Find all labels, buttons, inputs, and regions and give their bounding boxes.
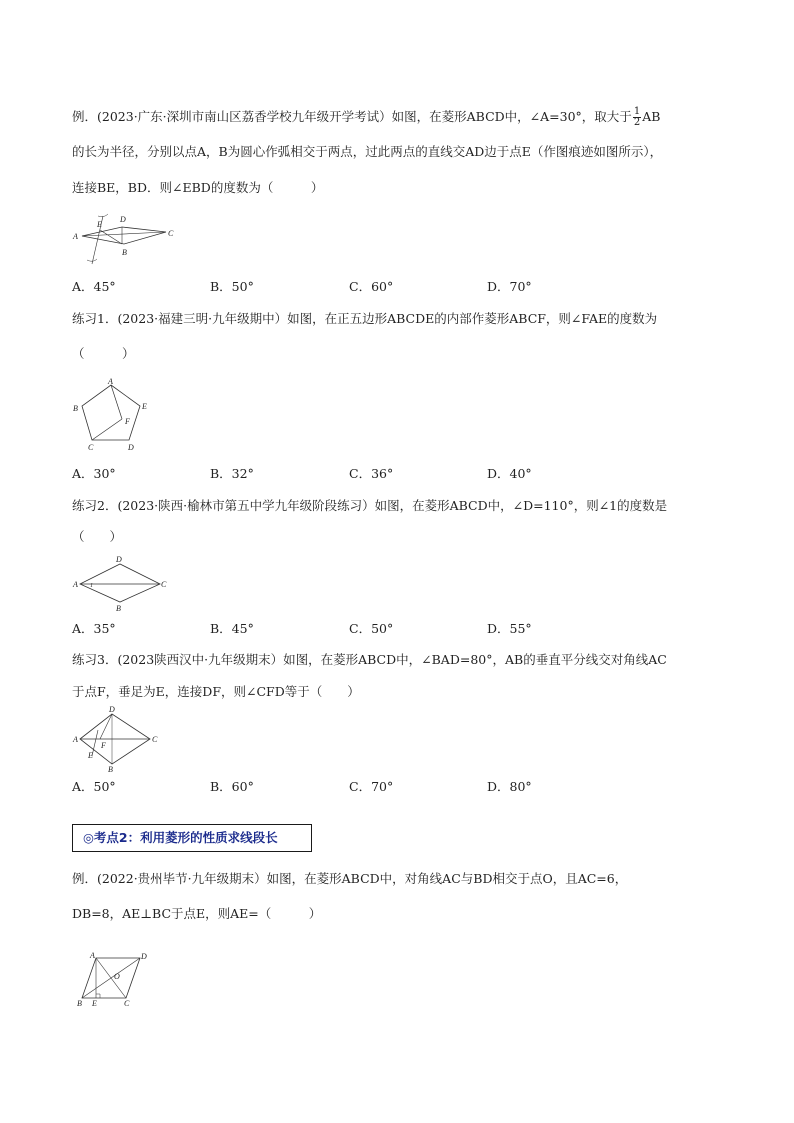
label-A: A: [108, 377, 113, 386]
q4-figure: [70, 704, 170, 774]
label-D: D: [120, 215, 126, 224]
q2-figure: [70, 378, 160, 458]
label-E: E: [97, 220, 102, 229]
q1-option-a[interactable]: A．45°: [72, 279, 116, 294]
q2-option-d[interactable]: D．40°: [487, 466, 532, 481]
q4-option-c[interactable]: C．70°: [349, 779, 394, 794]
q3-line1: 练习2．(2023·陕西·榆林市第五中学九年级阶段练习）如图，在菱形ABCD中，∠D=110°，则∠1的度数是: [72, 498, 668, 513]
q3-line2: （ ）: [72, 529, 123, 544]
label-F: F: [101, 741, 106, 750]
label-B: B: [122, 248, 127, 257]
label-C: C: [152, 735, 158, 744]
fraction-half: $\frac{1}{2}$: [633, 106, 641, 128]
q1-option-b[interactable]: B．50°: [210, 279, 254, 294]
label-A: A: [73, 580, 78, 589]
q4-line2: 于点F，垂足为E，连接DF，则∠CFD等于（ ）: [72, 684, 360, 699]
q3-figure: [70, 552, 170, 612]
label-C: C: [88, 443, 94, 452]
q2-line1: 练习1．(2023·福建三明·九年级期中）如图，在正五边形ABCDE的内部作菱形ABCF，则∠FAE的度数为: [72, 311, 658, 326]
q2-option-a[interactable]: A．30°: [72, 466, 116, 481]
q1-line1: 例．(2023·广东·深圳市南山区荔香学校九年级开学考试）如图，在菱形ABCD中，∠A=30°，取大于 $\frac{1}{2}$ AB: [72, 106, 661, 128]
label-E: E: [92, 999, 97, 1008]
label-D: D: [141, 952, 147, 961]
label-D: D: [128, 443, 134, 452]
q3-option-c[interactable]: C．50°: [349, 621, 394, 636]
q1-line2: 的长为半径，分别以点A，B为圆心作弧相交于两点，过此两点的直线交AD边于点E（作图痕迹如图所示），: [72, 144, 663, 159]
label-E: E: [142, 402, 147, 411]
q3-option-a[interactable]: A．35°: [72, 621, 116, 636]
label-B: B: [116, 604, 121, 613]
label-O: O: [114, 972, 120, 981]
q4-line1: 练习3．(2023陕西汉中·九年级期末）如图，在菱形ABCD中，∠BAD=80°，AB的垂直平分线交对角线AC: [72, 652, 667, 667]
label-D: D: [109, 705, 115, 714]
label-B: B: [73, 404, 78, 413]
label-A: A: [73, 232, 78, 241]
label-B: B: [108, 765, 113, 774]
label-C: C: [124, 999, 130, 1008]
q4-option-a[interactable]: A．50°: [72, 779, 116, 794]
label-D: D: [116, 555, 122, 564]
q1-option-c[interactable]: C．60°: [349, 279, 394, 294]
q5-line2: DB=8，AE⊥BC于点E，则AE=（ ）: [72, 906, 322, 921]
label-A: A: [73, 735, 78, 744]
q4-option-b[interactable]: B．60°: [210, 779, 254, 794]
label-B: B: [77, 999, 82, 1008]
q2-line2: （ ）: [72, 346, 135, 361]
q3-option-d[interactable]: D．55°: [487, 621, 532, 636]
q4-option-d[interactable]: D．80°: [487, 779, 532, 794]
label-E: E: [88, 751, 93, 760]
section-heading: ◎考点2：利用菱形的性质求线段长: [72, 824, 312, 852]
q1-line3: 连接BE，BD．则∠EBD的度数为（ ）: [72, 180, 324, 195]
q5-figure: [70, 948, 160, 1010]
label-C: C: [161, 580, 167, 589]
q3-option-b[interactable]: B．45°: [210, 621, 254, 636]
q5-line1: 例．(2022·贵州毕节·九年级期末）如图，在菱形ABCD中，对角线AC与BD相交于点O，且AC=6，: [72, 871, 628, 886]
label-1: 1: [90, 583, 93, 589]
q2-option-b[interactable]: B．32°: [210, 466, 254, 481]
q2-option-c[interactable]: C．36°: [349, 466, 394, 481]
label-A: A: [90, 951, 95, 960]
label-C: C: [168, 229, 174, 238]
q1-figure: [70, 208, 180, 268]
pentagon-abcde: [82, 385, 140, 440]
q1-option-d[interactable]: D．70°: [487, 279, 532, 294]
label-F: F: [125, 417, 130, 426]
